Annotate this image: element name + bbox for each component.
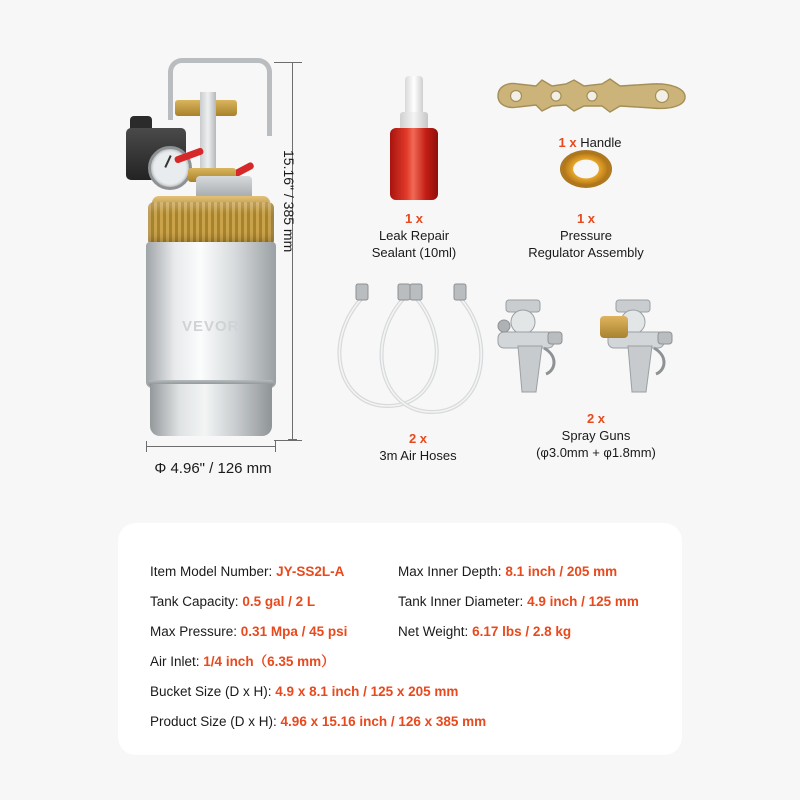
spec-label: Tank Inner Diameter: — [398, 594, 524, 609]
regulator-label-line2: Regulator Assembly — [528, 245, 644, 260]
handle-qty-and-label — [500, 134, 680, 151]
spec-row — [150, 563, 654, 581]
spec-value: 4.9 x 8.1 inch / 125 x 205 mm — [275, 684, 459, 699]
regulator-qty: 1 x — [576, 211, 596, 226]
spec-bucket-size — [150, 683, 650, 701]
spec-label: Max Pressure: — [150, 624, 238, 639]
spec-label: Tank Capacity: — [150, 594, 239, 609]
spec-row — [150, 593, 654, 611]
sealant-label-line2: Sealant (10ml) — [371, 245, 457, 260]
spec-label: Product Size (D x H): — [150, 714, 277, 729]
spray-guns-label-line1: Spray Guns — [561, 428, 631, 443]
sealant-label-line1: Leak Repair — [378, 228, 450, 243]
spec-air-inlet — [150, 653, 650, 671]
regulator-label-line1: Pressure — [559, 228, 613, 243]
hoses-qty: 2 x — [408, 431, 428, 446]
handle-label: Handle — [580, 135, 622, 150]
spec-row — [150, 653, 654, 671]
spec-tank-capacity — [150, 593, 398, 611]
brass-clamp-collar-icon — [148, 202, 274, 246]
spec-value: JY-SS2L-A — [276, 564, 345, 579]
spec-product-size — [150, 713, 650, 731]
brass-adapter-icon — [600, 316, 628, 338]
tank-base-icon — [150, 384, 272, 436]
spec-value: 6.17 lbs / 2.8 kg — [472, 624, 572, 639]
spec-label: Air Inlet: — [150, 654, 200, 669]
bottle-cap-icon — [405, 76, 423, 116]
specifications-grid — [150, 563, 654, 743]
spray-gun-1-icon — [488, 296, 584, 406]
spec-max-pressure — [150, 623, 398, 641]
spec-label: Bucket Size (D x H): — [150, 684, 272, 699]
spec-label: Item Model Number: — [150, 564, 273, 579]
brand-logo: VEVOR — [182, 318, 240, 335]
spray-gun-2-icon — [598, 296, 694, 406]
hoses-label: 3m Air Hoses — [379, 448, 457, 463]
height-dimension-label: 15.16" / 385 mm — [281, 150, 297, 253]
dimension-line-horizontal — [146, 446, 276, 447]
handle-qty: 1 x — [558, 135, 577, 150]
bottle-body-icon — [390, 128, 438, 200]
spec-label: Max Inner Depth: — [398, 564, 502, 579]
handle-wrench-icon — [492, 76, 690, 114]
spray-guns-qty: 2 x — [586, 411, 606, 426]
spec-label: Net Weight: — [398, 624, 469, 639]
spec-value: 0.5 gal / 2 L — [242, 594, 316, 609]
spec-value: 4.9 inch / 125 mm — [527, 594, 639, 609]
regulator-ring-icon — [560, 150, 612, 188]
diameter-dimension-label: Φ 4.96" / 126 mm — [154, 460, 272, 477]
spec-tank-inner-diameter — [398, 593, 646, 611]
spec-value: 8.1 inch / 205 mm — [505, 564, 618, 579]
spec-value: 0.31 Mpa / 45 psi — [240, 624, 348, 639]
spec-net-weight — [398, 623, 646, 641]
spec-value: 1/4 inch（6.35 mm） — [203, 654, 335, 669]
sealant-qty: 1 x — [404, 211, 424, 226]
spec-row — [150, 713, 654, 731]
spray-guns-label-line2: (φ3.0mm + φ1.8mm) — [536, 445, 656, 460]
spec-value: 4.96 x 15.16 inch / 126 x 385 mm — [280, 714, 487, 729]
tank-body-icon — [146, 242, 276, 388]
spec-max-inner-depth — [398, 563, 646, 581]
spec-row — [150, 623, 654, 641]
dimension-tick-bottom — [274, 440, 302, 441]
spec-item-model-number — [150, 563, 398, 581]
spec-row — [150, 683, 654, 701]
specifications-card — [118, 523, 682, 755]
